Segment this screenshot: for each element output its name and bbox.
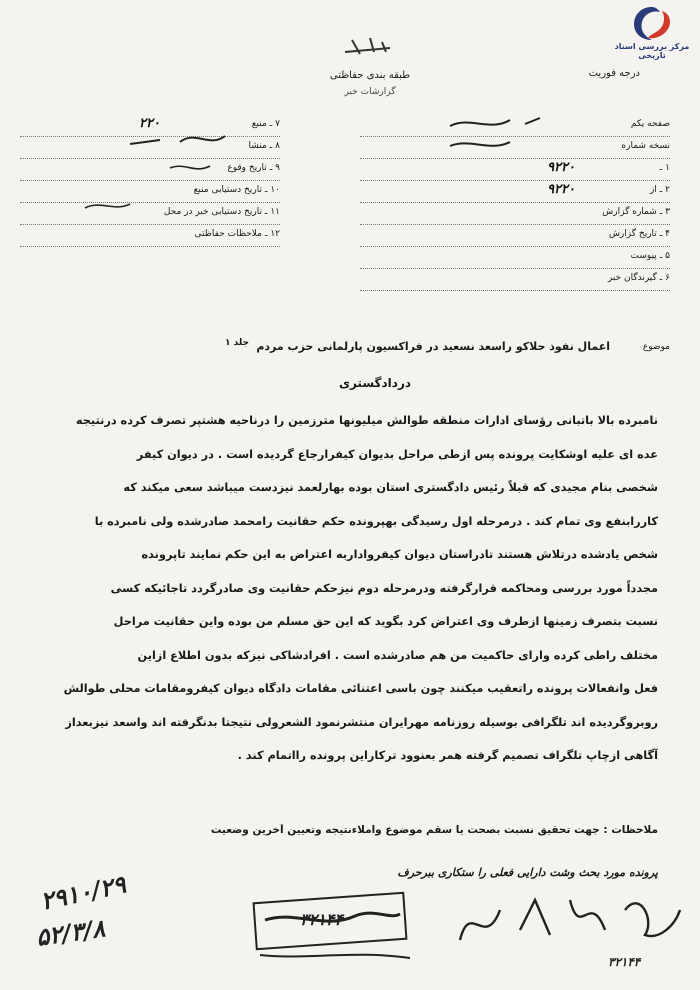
field-value: ۲۲۰ [139,116,160,131]
body-line: شخصی بنام مجیدی که قبلاً رئیس دادگستری استان بوده بهارلعمد نیزدست میباشد سعی میکند که [123,481,658,494]
field-label: ۱۱ ـ تاریخ دستیابی خبر در محل [163,207,280,217]
field-handwriting-marks [20,112,680,222]
field-row [360,269,670,291]
body-line: آگاهی ازچاپ تلگراف تصمیم گرفته همر بعنوود ترکاراین پرونده رااتمام کند . [237,749,658,762]
classification-title: طبقه بندی حفاظتی [329,70,411,81]
field-row [20,225,280,247]
stamp-code: ۳۲۱۴۴ [300,910,343,929]
classification-header [280,70,460,97]
section-title: دردادگستری [338,376,412,390]
field-label: ۸ ـ منشا [248,141,280,151]
notes-line [53,824,658,836]
subject-text: اعمال نفوذ حلاکو راسعد نسعید در فراکسیون پارلمانی حزب مردم [256,340,610,353]
notes-text: : جهت تحقیق نسبت بصحت یا سقم موضوع واملاءنتیجه وتعیین آخرین وضعیت [210,824,608,836]
body-line: مختلف راطی کرده وارای حاکمیت من هم صادرشده است . افرادشاکی نیزکه بدون اطلاع ازاین [137,648,658,662]
archive-logo-text: مرکز بررسی اسناد تاریخی [614,42,690,60]
field-label: ۱۲ ـ ملاحظات حفاظتی [194,229,280,239]
body-line: نامبرده بالا باتبانی رؤسای ادارات منطقه طوالش میلیونها مترزمین را درناحیه هشتپر تصرف کرده درنتیجه [75,414,658,427]
handwritten-number: ۲۹۱۰/۲۹ [37,869,129,916]
archive-emblem-icon [630,4,674,42]
archive-logo [612,4,692,60]
body-line: عده ای علیه اوشکایت پرونده پس ازطی مراحل بدیوان کیفرارجاع گردیده است . در دیوان کیفر [136,447,658,461]
volume-label: جلد ۱ [225,338,249,348]
field-label: ۶ ـ گیرندگان خبر [607,273,670,283]
report-body [53,412,658,781]
field-label: صفحه یکم [630,119,670,129]
field-label: ۱ ـ [659,163,670,173]
handwritten-footnote: پرونده مورد بحث وشت دارایی فعلی را ستکاری ببرحرف [397,866,658,879]
body-line: روبروگردیده اند تلگرافی بوسیله روزنامه مهرایران منتشرنمود الشعرولی نتیجتا بدنگرفته اند واسعد نیزبعداز [65,715,658,729]
signature-code: ۳۲۱۴۴ [608,955,641,969]
classification-subtitle: گزارشات خبر [344,87,396,97]
body-line: شخص یادشده درتلاش هستند تادراستان دیوان کیفرواداربه اعتراض به این حکم نمایند تاپرونده [141,548,658,561]
body-line: نسبت بتصرف زمینها ازطرف وی اعتراض کرد بگوید که این حق مسلم من بوده واین حقانیت مراحل [113,615,658,628]
body-line: کاررابنفع وی تمام کند . درمرحله اول رسیدگی بهپرونده حکم حقانیت رامحمد صادرشده ولی نامبرده با [94,514,658,528]
field-label: نسخه شماره [621,141,670,151]
field-label: ۲ ـ از [649,185,670,195]
field-label: ۴ ـ تاریخ گزارش [608,229,670,239]
field-label: ۳ ـ شماره گزارش [602,207,670,217]
body-line: فعل وانفعالات پرونده راتعقیب میکنند چون باسی اعتنائی مقامات دادگاه دیوان کیفرومقامات محلی طوالش [63,682,658,695]
field-row [360,247,670,269]
field-value: ۹۲۲۰ [547,160,575,175]
body-line: مجدداً مورد بررسی ومحاکمه قرارگرفته ودرمرحله دوم نیزحکم حقانیت وی صادرگردد تاجائیکه کسی [110,581,658,595]
priority-label: درجه فوریت [588,68,640,79]
signature-right [440,880,690,960]
handwritten-date: ۵۲/۳/۸ [34,913,107,952]
field-label: ۷ ـ منبع [251,119,280,129]
field-label: ۵ ـ پیوست [630,251,670,261]
subject-label: موضوع [642,342,670,352]
field-label: ۱۰ ـ تاریخ دستیابی منبع [193,185,280,195]
notes-label: ملاحظات [611,824,658,836]
top-stamp-mark [340,30,400,60]
field-label: ۹ ـ تاریخ وقوع [227,163,280,173]
field-row [360,225,670,247]
field-value: ۹۲۲۰ [547,182,575,197]
